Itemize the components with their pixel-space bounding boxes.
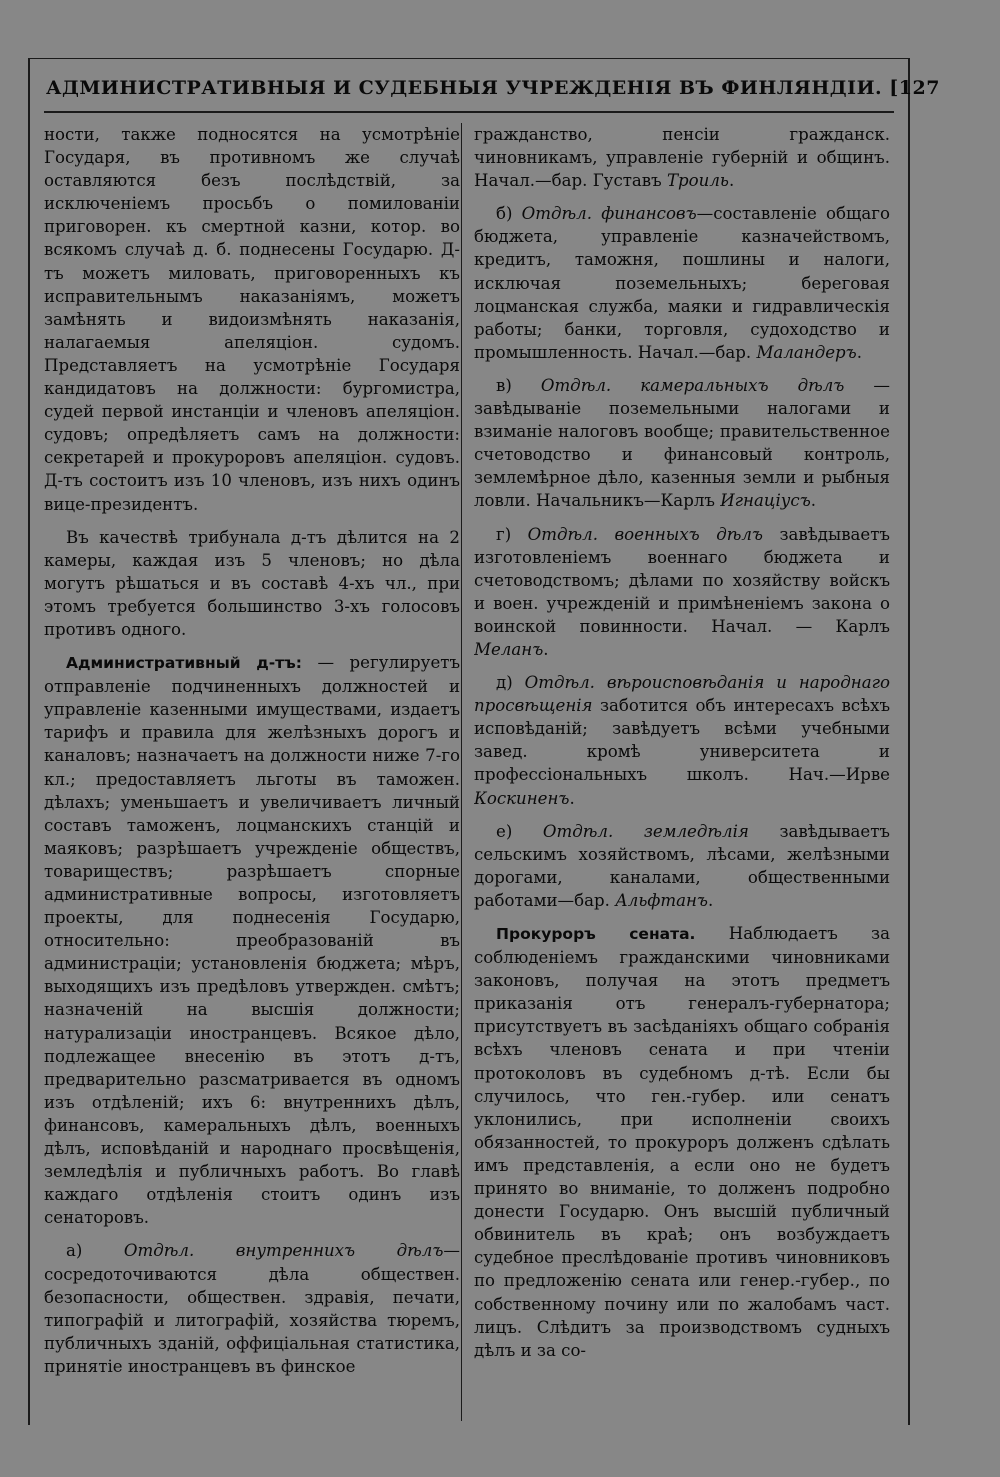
subsection-title: Отдѣл. финансовъ (521, 204, 697, 224)
person-name: Игнаціусъ (720, 491, 811, 511)
book-page (28, 58, 940, 1425)
running-header (30, 77, 940, 99)
page-number: [127 (889, 77, 940, 99)
punct: . (707, 890, 714, 910)
left-paragraph-4 (44, 1239, 460, 1378)
header-title: АДМИНИСТРАТИВНЫЯ И СУДЕБНЫЯ УЧРЕЖДЕНІЯ ВЪ ФИНЛЯНДІИ. (46, 77, 883, 99)
person-name: Коскиненъ (474, 788, 570, 808)
subsection-title: Отдѣл. камеральныхъ дѣлъ (540, 375, 845, 395)
column-divider (461, 123, 462, 1421)
item-marker: д) (496, 673, 525, 693)
left-paragraph-2: Въ качествѣ трибунала д-тъ дѣлится на 2 камеры, каждая изъ 5 членовъ; но дѣла могутъ рѣшаться и въ составѣ 4-хъ чл., при этомъ требуется большинство 3-хъ голосовъ противъ одного. (44, 527, 460, 639)
person-name: Троиль (666, 171, 729, 191)
left-paragraph-4-text: —сосредоточиваются дѣла обществен. безопасности, обществен. здравія, печати, типографій и литографій, хозяйства тюремъ, публичныхъ зданій, оффиціальная статистика, принятіе иностранцевъ въ финское (44, 1241, 460, 1376)
item-marker: г) (496, 524, 528, 544)
punct: . (728, 171, 735, 191)
right-paragraph-5-text: заботится объ интересахъ всѣхъ исповѣданій; завѣдуетъ всѣми учебными завед. кромѣ университета и профессіональныхъ школъ. Нач.—Ирве (474, 696, 890, 785)
right-column (474, 123, 890, 1417)
item-marker: в) (496, 375, 541, 395)
left-paragraph-1: ности, также подносятся на усмотрѣніе Государя, въ противномъ же случаѣ оставляются безъ послѣдствій, за исключеніемъ просьбъ о помилованіи приговорен. къ смертной казни, котор. во всякомъ случаѣ д. б. поднесены Государю. Д-тъ можетъ миловать, приговоренныхъ къ исправительнымъ наказаніямъ, можетъ замѣнять и видоизмѣнять наказанія, налагаемыя апеляціон. судомъ. Представляетъ на усмотрѣніе Государя кандидатовъ на должности: бургомистра, судей первой инстанціи и членовъ апеляціон. судовъ; опредѣляетъ самъ на должности: секретарей и прокуроровъ апеляціон. судовъ. Д-тъ состоитъ изъ 10 членовъ, изъ нихъ одинъ вице-президентъ. (44, 125, 460, 514)
right-paragraph-3-text: — завѣдываніе поземельными налогами и взиманіе налоговъ вообще; правительственное счетоводство и финансовый контроль, землемѣрное дѣло, казенныя земли и рыбныя ловли. Начальникъ—Карлъ (474, 375, 890, 511)
punct: . (810, 491, 817, 511)
item-marker: б) (496, 204, 522, 224)
right-paragraph-3 (474, 374, 890, 513)
section-heading-admin: Административный д-тъ: (66, 654, 302, 673)
right-paragraph-6 (474, 820, 890, 912)
punct: . (543, 639, 549, 659)
right-paragraph-5 (474, 671, 890, 810)
left-paragraph-3 (44, 651, 460, 1229)
left-column (44, 123, 460, 1417)
subsection-title: Отдѣл. земледѣлія (542, 821, 749, 841)
punct: . (856, 342, 863, 362)
section-heading-prosecutor: Прокуроръ сената. (496, 925, 696, 943)
person-name: Альфтанъ (615, 890, 708, 910)
person-name: Меланъ (474, 639, 544, 659)
right-paragraph-2-text: —составленіе общаго бюджета, управленіе казначействомъ, кредитъ, таможня, пошлины и налоги, исключая поземельныхъ; береговая лоцманская служба, маяки и гидравлическія работы; банки, торговля, судоходство и промышленность. Начал.—бар. (474, 204, 890, 362)
right-paragraph-6-text: завѣдываетъ сельскимъ хозяйствомъ, лѣсами, желѣзными дорогами, каналами, общественными работами—бар. (474, 821, 890, 910)
right-paragraph-4-text: завѣдываетъ изготовленіемъ военнаго бюджета и счетоводствомъ; дѣлами по хозяйству войскъ и воен. учрежденій и примѣненіемъ закона о воинской повинности. Начал. — Карлъ (474, 524, 890, 636)
right-paragraph-1-text: гражданство, пенсіи гражданск. чиновникамъ, управленіе губерній и общинъ. Начал.—бар. Густавъ (474, 125, 890, 191)
right-paragraph-2 (474, 202, 890, 364)
person-name: Маландеръ (756, 342, 857, 362)
punct: . (569, 788, 575, 808)
subsection-title: Отдѣл. внутреннихъ дѣлъ (123, 1241, 444, 1261)
item-marker: а) (66, 1241, 124, 1261)
right-paragraph-7-text: Наблюдаетъ за соблюденіемъ гражданскими чиновниками законовъ, получая на этотъ предметъ приказанія отъ генералъ-губернатора; присутствуетъ въ засѣданіяхъ общаго собранія всѣхъ членовъ сената и при чтеніи протоколовъ въ судебномъ д-тѣ. Если бы случилось, что ген.-губер. или сенатъ уклонились, при исполненіи своихъ обязанностей, то прокуроръ долженъ сдѣлать имъ представленія, а если оно не будетъ принято во вниманіе, то долженъ подробно донести Государю. Онъ высшій публичный обвинитель въ краѣ; онъ возбуждаетъ судебное преслѣдованіе противъ чиновниковъ по предложенію сената или генер.-губер., по собственному почину или по жалобамъ част. лицъ. Слѣдитъ за производствомъ судныхъ дѣлъ и за со- (474, 924, 890, 1360)
subsection-title: Отдѣл. военныхъ дѣлъ (527, 524, 763, 544)
right-paragraph-4 (474, 523, 890, 662)
subsection-title: Отдѣл. вѣроисповѣданія и народнаго просвѣщенія (474, 673, 890, 716)
right-paragraph-7 (474, 922, 890, 1362)
item-marker: е) (496, 821, 543, 841)
left-paragraph-3-text: — регулируетъ отправленіе подчиненныхъ должностей и управленіе казенными имуществами, издаетъ тарифъ и правила для желѣзныхъ дорогъ и каналовъ; назначаетъ на должности ниже 7-го кл.; предоставляетъ льготы въ таможен. дѣлахъ; уменьшаетъ и увеличиваетъ личный составъ таможенъ, лоцманскихъ станцій и маяковъ; разрѣшаетъ учрежденіе обществъ, товариществъ; разрѣшаетъ спорные административные вопросы, изготовляетъ проекты, для поднесенія Государю, относительно: преобразованій въ администраціи; установленія бюджета; мѣръ, выходящихъ изъ предѣловъ утвержден. смѣтъ; назначеній на высшія должности; натурализаціи иностранцевъ. Всякое дѣло, подлежащее внесенію въ этотъ д-тъ, предварительно разсматривается въ одномъ изъ отдѣленій; ихъ 6: внутреннихъ дѣлъ, финансовъ, камеральныхъ дѣлъ, военныхъ дѣлъ, исповѣданій и народнаго просвѣщенія, земледѣлія и публичныхъ работъ. Во главѣ каждаго отдѣленія стоитъ одинъ изъ сенаторовъ. (44, 653, 460, 1228)
right-paragraph-1 (474, 123, 890, 192)
header-rule (44, 111, 894, 123)
